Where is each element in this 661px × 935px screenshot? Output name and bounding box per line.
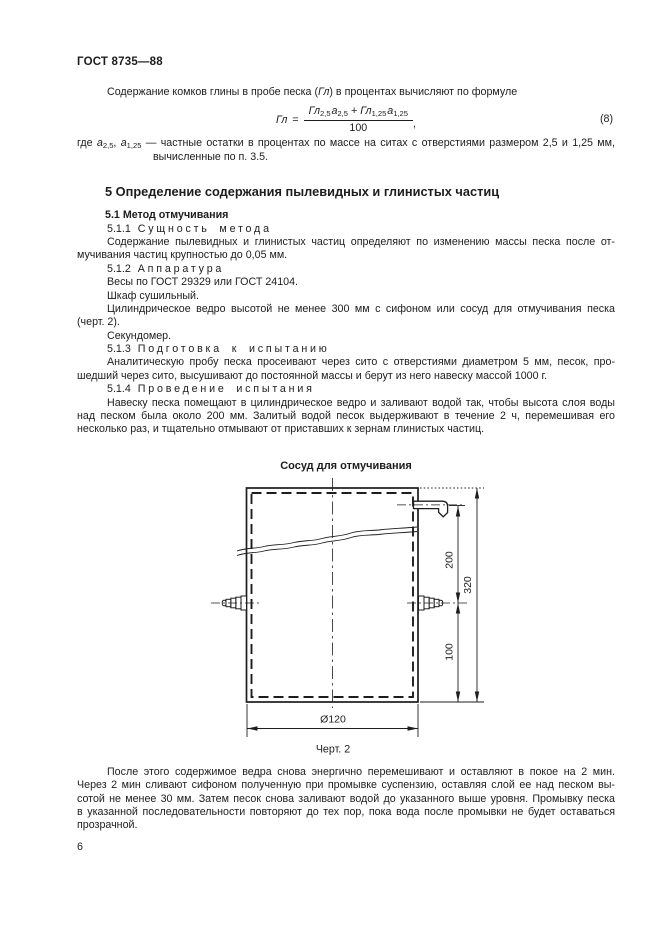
body-line: над песком была около 200 мм. Залитый водой песок выдерживают в течение 2 ч, перемешивая его bbox=[77, 410, 615, 423]
intro-variable: Гл bbox=[318, 86, 330, 98]
dimension-arrows bbox=[247, 488, 479, 731]
body-line: Аналитическую пробу песка просеивают через сито с отверстиями диаметром 5 мм, песок, про- bbox=[107, 356, 615, 369]
dimension-label-320: 320 bbox=[462, 576, 474, 594]
doc-header: ГОСТ 8735—88 bbox=[77, 56, 163, 68]
water-level-line bbox=[237, 527, 417, 551]
clause-title-511: 5.1.1 Сущность метода bbox=[107, 222, 272, 235]
where-definition-line2: вычисленные по п. 3.5. bbox=[153, 150, 269, 163]
text-column bbox=[77, 86, 615, 833]
intro-pre: Содержание комков глины в пробе песка ( bbox=[107, 86, 319, 98]
body-line: Содержание пылевидных и глинистых частиц определяют по изменению массы песка после от- bbox=[107, 235, 615, 248]
body-line: в указанной последовательности повторяют до тех пор, пока вода после промывки не будет оставаться bbox=[77, 805, 615, 818]
dimension-label-200: 200 bbox=[443, 551, 456, 569]
equation-number: (8) bbox=[599, 113, 613, 126]
body-line: мучивания частиц крупностью до 0,05 мм. bbox=[77, 249, 288, 262]
clause-title-513: 5.1.3 Подготовка к испытанию bbox=[107, 343, 330, 356]
intro-paragraph bbox=[77, 86, 615, 99]
body-line: Секундомер. bbox=[107, 329, 172, 342]
final-paragraph bbox=[77, 766, 615, 833]
formula-body: Гл = $\frac{Гл_{2,5} a_{2,5} + Гл_{1,25} a_{1,25}}{100}$ , bbox=[276, 105, 416, 134]
clause-title-512: 5.1.2 Аппаратура bbox=[107, 262, 225, 275]
formula-lhs: Гл bbox=[276, 113, 288, 126]
where-definition: где $a_{2,5}$, $a_{1,25}$ — частные остатки в процентах по массе на ситах с отверстиями размером 2,5 и 1,25 мм, bbox=[77, 137, 615, 151]
body-line: сотой не менее 30 мм. Затем песок снова заливают водой до указанного выше уровня. Промывку песка bbox=[77, 792, 615, 805]
body-line: прозрачной. bbox=[77, 819, 138, 832]
equals-sign: = bbox=[292, 113, 299, 126]
numerator: $Гл_{2,5}$ $a_{2,5} + Гл_{1,25}$ $a_{1,25}$ bbox=[304, 105, 413, 120]
dimension-label-100: 100 bbox=[443, 643, 456, 661]
fraction bbox=[304, 105, 413, 135]
figure-caption: Черт. 2 bbox=[315, 743, 351, 756]
vessel-drawing bbox=[176, 458, 524, 764]
body-line: несколько раз, и тщательно отмывают от приставших к зернам глинистых частиц. bbox=[77, 423, 485, 436]
body-line: Весы по ГОСТ 29329 или ГОСТ 24104. bbox=[107, 276, 299, 289]
clause-title-514: 5.1.4 Проведение испытания bbox=[107, 383, 315, 396]
body-line: Шкаф сушильный. bbox=[107, 289, 199, 302]
body-line: шедший через сито, высушивают до постоянной массы и берут из него навеску массой 1000 г. bbox=[77, 369, 548, 382]
body-line: После этого содержимое ведра снова энергично перемешивают и оставляют в покое на 2 мин. bbox=[107, 765, 615, 778]
denominator: 100 bbox=[349, 121, 368, 134]
figure-title: Сосуд для отмучивания bbox=[280, 459, 412, 472]
section-heading: 5 Определение содержания пылевидных и глинистых частиц bbox=[105, 184, 500, 200]
body-line: Через 2 мин сливают сифоном полученную при промывке суспензию, оставляя слой ее над песком вы- bbox=[77, 779, 615, 792]
page-number: 6 bbox=[77, 841, 83, 853]
body-line: (черт. 2). bbox=[77, 316, 120, 329]
subsection-heading: 5.1 Метод отмучивания bbox=[105, 209, 229, 222]
dimension-label-diameter: Ø120 bbox=[320, 713, 346, 726]
body-line: Навеску песка помещают в цилиндрическое ведро и заливают водой так, чтобы высота слоя воды bbox=[107, 396, 615, 409]
body-line: Цилиндрическое ведро высотой не менее 300 мм с сифоном или сосуд для отмучивания песка bbox=[107, 302, 615, 315]
formula bbox=[77, 103, 615, 137]
intro-post: ) в процентах вычисляют по формуле bbox=[329, 86, 518, 98]
water-level-line bbox=[237, 531, 417, 555]
